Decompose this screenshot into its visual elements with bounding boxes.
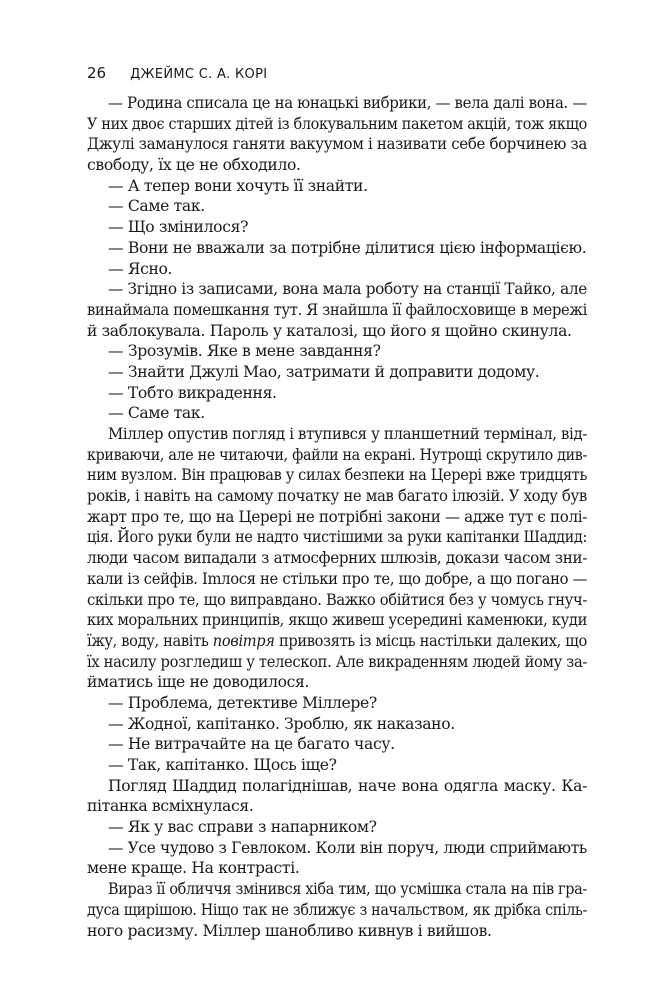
text-line: — Проблема, детективе Міллере? [108,693,377,712]
text-line: люди часом випадали з атмосферних шлюзів, докази часом зни- [87,549,588,568]
text-line: — Що змінилося? [108,218,249,237]
page-header [87,64,267,82]
text-line: пітанка всміхнулася. [87,797,254,816]
emphasis: повітря [212,631,275,650]
text-line: Міллер опустив погляд і втупився у планшетний термінал, від- [108,425,587,443]
text-line: — Вони не вважали за потрібне ділитися цією інформацією. [108,238,587,257]
text-line: їжу, воду, навіть повітря привозять із місць настільки далеких, що [87,631,587,650]
text-line: — Усе чудово з Гевлоком. Коли він поруч, люди сприймають [108,838,587,857]
text-line: — Так, капітанко. Щось іще? [108,756,337,774]
text-line: — Саме так. [108,197,205,216]
text-line: Джулі заманулося ганяти вакуумом і називати себе борчинею за [87,135,587,154]
text-line: криваючи, але не читаючи, файли на екрані. Нутрощі скрутило див- [87,445,588,464]
text-line: свободу, їх це не обходило. [87,156,301,175]
text-line: мене краще. На контрасті. [87,859,300,878]
text-line: винаймала помешкання тут. Я знайшла її файлосховище в мережі [87,300,588,319]
text-line: — Зрозумів. Яке в мене завдання? [108,342,381,361]
text-line: дуса щирішою. Ніщо так не зближує з начальством, як дрібка спіль- [87,900,587,919]
running-head: ДЖЕЙМС С. А. КОРІ [130,67,268,82]
text-line: кали із сейфів. Іmлося не стільки про те, що добре, а що погано — [87,569,588,588]
text-line: У них двоє старших дітей із блокувальним пакетом акцій, тож якщо [87,114,587,133]
text-line: ного расизму. Міллер шанобливо кивнув і вийшов. [87,921,492,940]
text-line: — Ясно. [108,259,173,278]
text-line: ним вузлом. Він працював у силах безпеки на Церері вже тридцять [87,466,588,485]
text-line: Погляд Шаддид полагіднішав, наче вона одягла маску. Ка- [108,776,587,795]
text-line: — Родина списала це на юнацькі вибрики, — вела далі вона. — [108,94,587,112]
text-line: Вираз її обличчя змінився хіба тим, що усмішка стала на пів гра- [108,880,587,899]
text-line: їх насилу розгледиш у телескоп. Але викраденням людей йому за- [87,652,587,671]
text-line: й заблокувала. Пароль у каталозі, що його я щойно скинула. [87,321,572,340]
text-line: років, і навіть на самому початку не мав багато ілюзій. У ходу був [87,487,587,506]
text-line: — А тепер вони хочуть її знайти. [108,176,368,195]
text-line: — Згідно із записами, вона мала роботу на станції Тайко, але [108,280,587,299]
text-line: — Саме так. [108,404,205,423]
text-line: — Жодної, капітанко. Зроблю, як наказано. [108,714,455,733]
text-line: жарт про те, що на Церері не потрібні закони — адже тут є полі- [87,507,587,526]
text-line: ких моральних принципів, якщо живеш усередині каменюки, куди [87,611,587,630]
text-line: йматись іще не доводилося. [87,673,310,692]
text-line: — Не витрачайте на це багато часу. [108,735,395,754]
text-line: — Тобто викрадення. [108,383,277,402]
text-line: — Як у вас справи з напарником? [108,818,377,837]
text-line: — Знайти Джулі Мао, затримати й доправити додому. [108,362,540,381]
text-line: скільки про те, що виправдано. Важко обійтися без у чомусь гнуч- [87,590,587,609]
body-text [87,93,587,941]
page-number: 26 [87,64,107,82]
text-line: ція. Його руки були не надто чистішими за руки капітанки Шаддид: [87,528,588,547]
